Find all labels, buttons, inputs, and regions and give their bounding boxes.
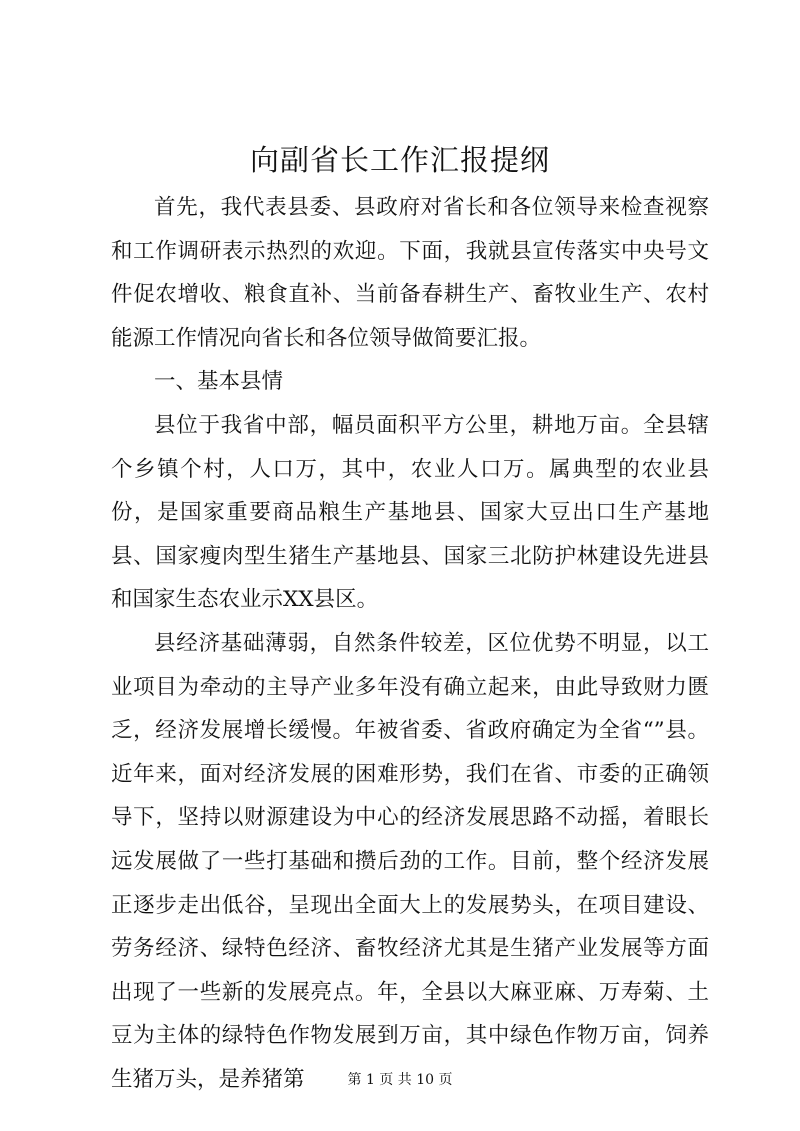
page-footer: 第 1 页 共 10 页	[347, 1072, 453, 1088]
document-body	[111, 186, 709, 1101]
document-title: 向副省长工作汇报提纲	[249, 143, 550, 177]
paragraph-economic-situation: 县经济基础薄弱，自然条件较差，区位优势不明显，以工业项目为牵动的主导产业多年没有确立起来，由此导致财力匮乏，经济发展增长缓慢。年被省委、省政府确定为全省“”县。近年来，面对经济发展的困难形势，我们在省、市委的正确领导下，坚持以财源建设为中心的经济发展思路不动摇，着眼长远发展做了一些打基础和攒后劲的工作。目前，整个经济发展正逐步走出低谷，呈现出全面大上的发展势头，在项目建设、劳务经济、绿特色经济、畜牧经济尤其是生猪产业发展等方面出现了一些新的发展亮点。年，全县以大麻亚麻、万寿菊、土豆为主体的绿特色作物发展到万亩，其中绿色作物万亩，饲养生猪万头，是养猪第	[111, 630, 709, 1092]
paragraph-intro: 首先，我代表县委、县政府对省长和各位领导来检查视察和工作调研表示热烈的欢迎。下面，我就县宣传落实中央号文件促农增收、粮食直补、当前备春耕生产、畜牧业生产、农村能源工作情况向省长和各位领导做简要汇报。	[111, 195, 709, 351]
paragraph-county-overview: 县位于我省中部，幅员面积平方公里，耕地万亩。全县辖个乡镇个村，人口万，其中，农业人口万。属典型的农业县份，是国家重要商品粮生产基地县、国家大豆出口生产基地县、国家瘦肉型生猪生产基地县、国家三北防护林建设先进县和国家生态农业示XX县区。	[111, 412, 709, 613]
section-heading-basic-info: 一、基本县情	[154, 369, 284, 395]
